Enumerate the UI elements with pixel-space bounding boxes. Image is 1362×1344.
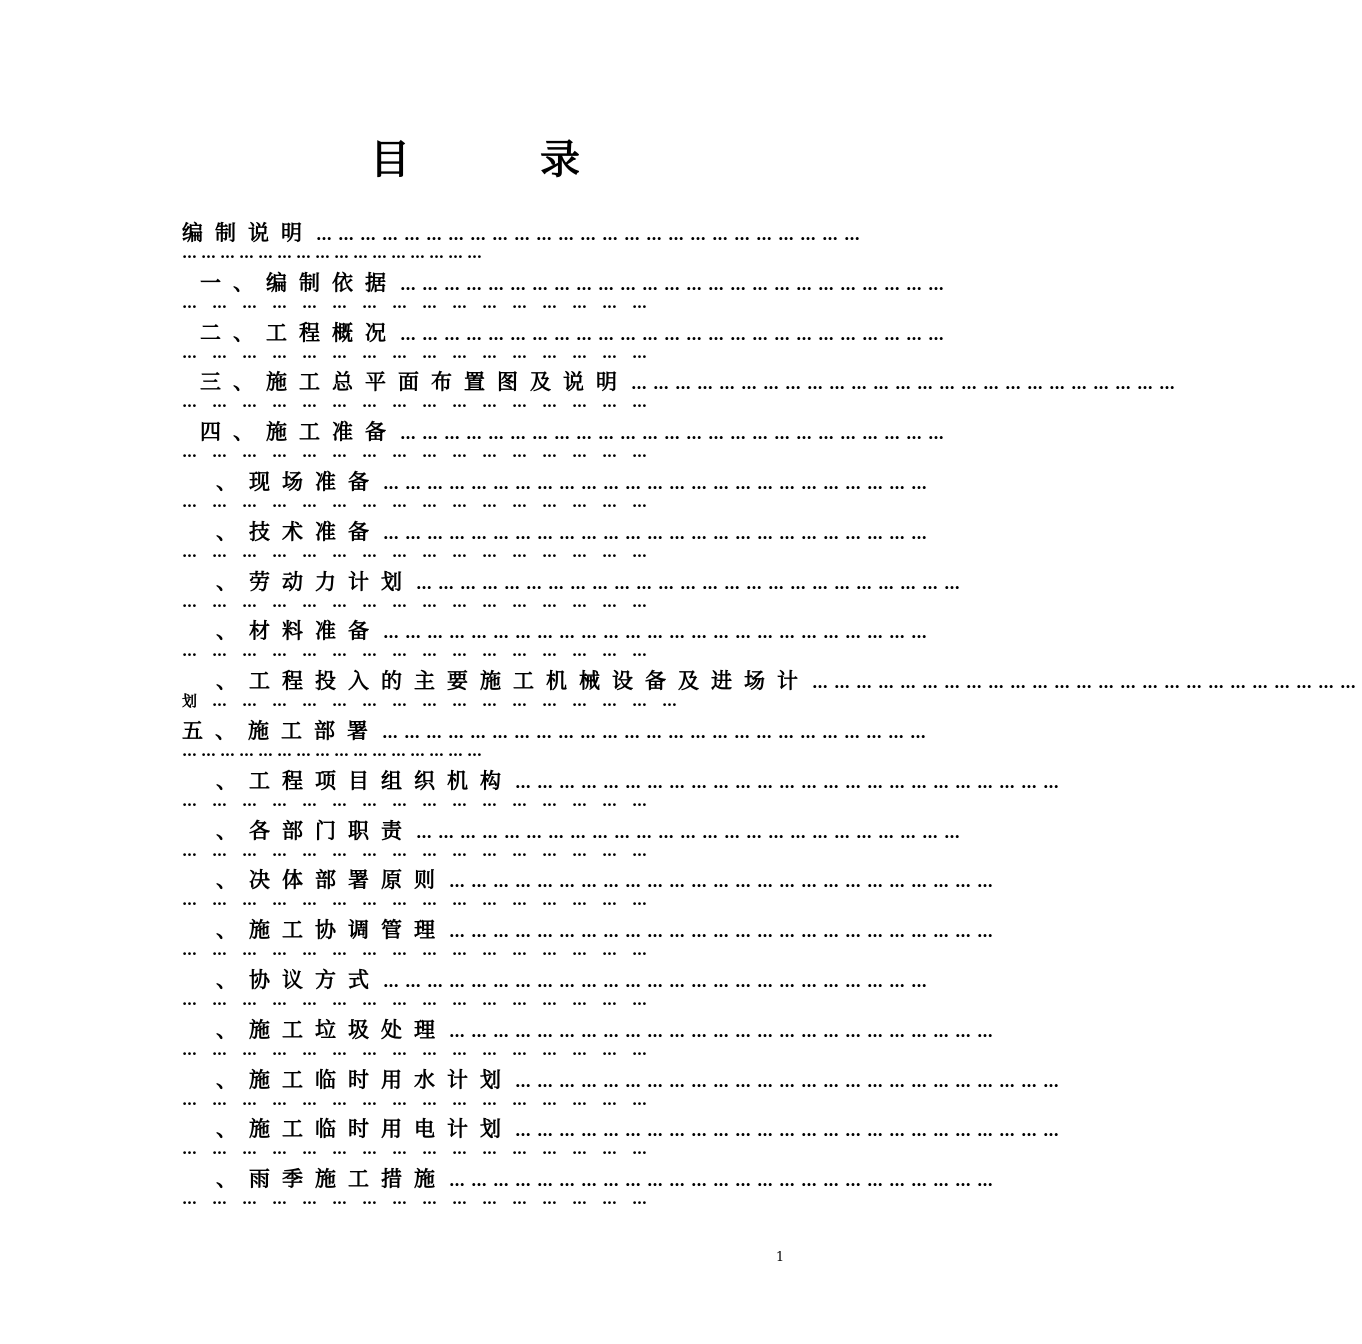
toc-entry-label: 、施工临时用电计划 bbox=[216, 1116, 513, 1142]
toc-entry-label: 四、施工准备 bbox=[200, 419, 398, 445]
toc-leader-dots: ………………………………………………………………… bbox=[449, 922, 999, 942]
toc-leader-dots: ………………………………………………………………… bbox=[383, 623, 933, 643]
title-char-1: 目 bbox=[370, 137, 410, 183]
toc-entry-label: 、工程投入的主要施工机械设备及进场计 bbox=[216, 668, 810, 694]
toc-entry[interactable] bbox=[182, 909, 999, 960]
toc-entry-continuation: ………………………………………… bbox=[182, 492, 662, 511]
toc-entry-continuation: ………………………………………… bbox=[182, 841, 662, 860]
page-title bbox=[0, 128, 950, 185]
page-number: 1 bbox=[775, 1250, 785, 1265]
toc-entry-continuation: ………………………………………… bbox=[182, 990, 662, 1009]
toc-entry-continuation: ………………………………………… bbox=[182, 741, 486, 760]
toc-entry[interactable] bbox=[182, 660, 1362, 711]
toc-entry-continuation: ………………………………………… bbox=[182, 343, 662, 362]
toc-entry-line bbox=[182, 366, 1181, 395]
toc-leader-dots: ………………………………………………………………… bbox=[383, 523, 933, 543]
toc-leader-dots: ………………………………………………………………… bbox=[515, 1121, 1065, 1141]
toc-entry-continuation: ………………………………………… bbox=[182, 542, 662, 561]
toc-entry-line bbox=[182, 914, 999, 943]
toc-leader-dots: ………………………………………………………………… bbox=[383, 971, 933, 991]
toc-entry-continuation: ………………………………………… bbox=[182, 244, 486, 262]
toc-leader-dots: ………………………………………………………………… bbox=[449, 872, 999, 892]
toc-entry-label: 、协议方式 bbox=[216, 966, 381, 992]
toc-entry-line bbox=[182, 1163, 999, 1192]
toc-entry-label: 、各部门职责 bbox=[216, 817, 414, 843]
toc-entry-line bbox=[182, 615, 933, 644]
toc-leader-dots: ………………………………………………………………… bbox=[416, 822, 966, 842]
toc-entry-line bbox=[182, 416, 950, 445]
toc-entry-label: 、施工临时用水计划 bbox=[216, 1066, 513, 1092]
toc-entry[interactable] bbox=[182, 760, 1065, 810]
toc-entry-line bbox=[182, 217, 866, 245]
toc-leader-dots: ………………………………………………………………… bbox=[515, 1071, 1065, 1091]
table-of-contents bbox=[182, 212, 1362, 1209]
toc-leader-dots: ………………………………………………………………… bbox=[812, 673, 1362, 693]
toc-entry-continuation: ………………………………………… bbox=[182, 592, 662, 611]
toc-entry-line bbox=[182, 715, 932, 743]
toc-leader-dots: ………………………………………………………………… bbox=[631, 374, 1181, 394]
toc-leader-dots: ………………………………………………………………… bbox=[400, 274, 950, 294]
toc-leader-dots: ………………………………………………………………… bbox=[400, 324, 950, 344]
toc-entry-line bbox=[182, 516, 933, 544]
toc-entry-line bbox=[182, 1014, 999, 1042]
toc-entry[interactable] bbox=[182, 610, 933, 661]
toc-entry[interactable] bbox=[182, 710, 932, 760]
toc-entry-label: 、施工协调管理 bbox=[216, 917, 447, 943]
toc-leader-dots: ………………………………………………………………… bbox=[449, 1021, 999, 1041]
toc-entry-label: 、施工垃圾处理 bbox=[216, 1016, 447, 1042]
toc-entry-line bbox=[182, 765, 1065, 793]
toc-entry-continuation: ………………………………………… bbox=[182, 1040, 662, 1059]
toc-entry[interactable] bbox=[182, 411, 950, 462]
toc-entry-line bbox=[182, 815, 966, 843]
toc-entry-label: 、材料准备 bbox=[216, 618, 381, 644]
toc-entry-line bbox=[182, 1064, 1065, 1092]
toc-entry-continuation: ………………………………………… bbox=[182, 1090, 662, 1109]
toc-entry-continuation: ………………………………………… bbox=[182, 642, 662, 661]
toc-entry[interactable] bbox=[182, 212, 866, 262]
toc-entry-line bbox=[182, 864, 999, 893]
toc-leader-dots: ………………………………………………………………… bbox=[400, 424, 950, 444]
toc-entry[interactable] bbox=[182, 312, 950, 362]
toc-entry[interactable] bbox=[182, 859, 999, 910]
toc-leader-dots: ………………………………………………………………… bbox=[383, 473, 933, 493]
toc-entry-label: 、决体部署原则 bbox=[216, 867, 447, 893]
toc-entry-label: 、劳动力计划 bbox=[216, 568, 414, 594]
toc-entry-label: 五、施工部署 bbox=[182, 717, 380, 743]
toc-entry-label: 、雨季施工措施 bbox=[216, 1166, 447, 1192]
toc-entry-line bbox=[182, 964, 933, 992]
toc-entry-continuation: ………………………………………… bbox=[182, 293, 662, 312]
toc-entry-line bbox=[182, 267, 950, 295]
toc-entry[interactable] bbox=[182, 361, 1181, 412]
toc-entry-line bbox=[182, 665, 1362, 694]
toc-entry-line bbox=[182, 1113, 1065, 1142]
toc-entry-continuation: ………………………………………… bbox=[182, 393, 662, 412]
toc-entry-continuation: 划………………………………………… bbox=[182, 692, 693, 711]
toc-entry-continuation: ………………………………………… bbox=[182, 1140, 662, 1159]
toc-entry-label: 编制说明 bbox=[182, 220, 314, 245]
toc-entry[interactable] bbox=[182, 810, 966, 860]
toc-entry-continuation: ………………………………………… bbox=[182, 891, 662, 910]
toc-entry-label: 、现场准备 bbox=[216, 468, 381, 494]
toc-entry-continuation: ………………………………………… bbox=[182, 791, 662, 810]
toc-leader-dots: ………………………………………………………………… bbox=[515, 772, 1065, 792]
toc-entry-label: 三、施工总平面布置图及说明 bbox=[200, 369, 629, 395]
toc-entry-label: 、工程项目组织机构 bbox=[216, 767, 513, 793]
toc-entry[interactable] bbox=[182, 1158, 999, 1209]
toc-entry[interactable] bbox=[182, 461, 933, 511]
toc-entry[interactable] bbox=[182, 262, 950, 312]
toc-entry[interactable] bbox=[182, 511, 933, 561]
toc-entry-line bbox=[182, 317, 950, 345]
toc-entry[interactable] bbox=[182, 959, 933, 1009]
toc-entry-line bbox=[182, 566, 966, 594]
toc-leader-dots: ………………………………………………………………… bbox=[382, 722, 932, 742]
toc-entry[interactable] bbox=[182, 1108, 1065, 1159]
title-char-2: 录 bbox=[540, 137, 580, 183]
toc-leader-dots: ………………………………………………………………… bbox=[316, 225, 866, 244]
toc-entry-label: 一、编制依据 bbox=[200, 269, 398, 295]
toc-entry-continuation: ………………………………………… bbox=[182, 941, 662, 960]
toc-entry[interactable] bbox=[182, 1059, 1065, 1109]
toc-leader-dots: ………………………………………………………………… bbox=[449, 1171, 999, 1191]
toc-entry-continuation: ………………………………………… bbox=[182, 1190, 662, 1209]
toc-entry-continuation: ………………………………………… bbox=[182, 443, 662, 462]
toc-entry-label: 、技术准备 bbox=[216, 518, 381, 544]
toc-leader-dots: ………………………………………………………………… bbox=[416, 573, 966, 593]
toc-entry[interactable] bbox=[182, 561, 966, 611]
toc-entry[interactable] bbox=[182, 1009, 999, 1059]
toc-entry-label: 二、工程概况 bbox=[200, 319, 398, 345]
toc-entry-line bbox=[182, 466, 933, 494]
